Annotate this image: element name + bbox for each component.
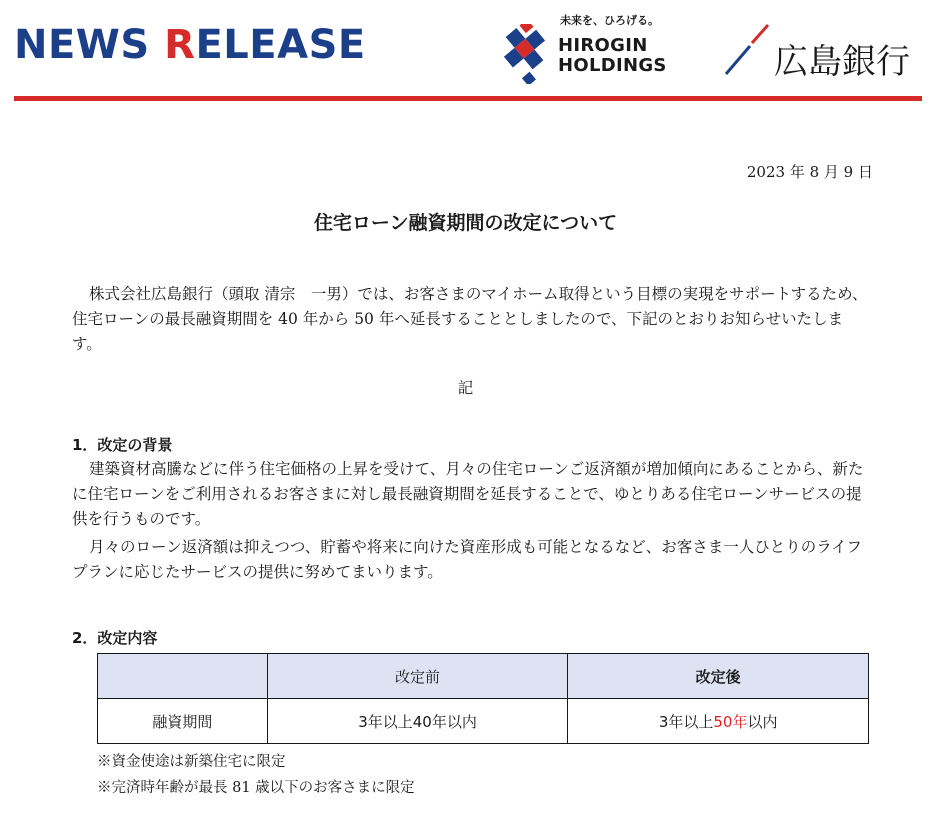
table-row <box>98 699 869 744</box>
after-value-highlight: 50年 <box>713 712 748 731</box>
intro-paragraph: 株式会社広島銀行（頭取 清宗 一男）では、お客さまのマイホーム取得という目標の実現をサポートするため、住宅ローンの最長融資期間を 40 年から 50 年へ延長することとしましたので、下記のとおりお知らせいたします。 <box>72 285 868 353</box>
before-value: 3年以上40年以内 <box>267 699 568 744</box>
section1-paragraph1: 建築資材高騰などに伴う住宅価格の上昇を受けて、月々の住宅ローンご返済額が増加傾向にあることから、新たに住宅ローンをご利用されるお客さまに対し最長融資期間を延長することで、ゆとりある住宅ローンサービスの提供を行うものです。 <box>72 460 864 528</box>
after-value-suffix: 以内 <box>747 712 778 731</box>
hiroshima-bank-logo <box>722 22 927 82</box>
section1-heading: 1．改定の背景 <box>72 436 173 454</box>
hirogin-name <box>558 36 667 76</box>
hirogin-tagline: 未来を、ひろげる。 <box>560 14 659 27</box>
hirogin-mark-icon <box>500 24 558 84</box>
document-title: 住宅ローン融資期間の改定について <box>313 212 618 234</box>
news-release-red-letter: R <box>164 22 196 68</box>
news-release-heading <box>14 22 366 68</box>
after-value <box>568 699 869 744</box>
after-value-prefix: 3年以上 <box>658 712 714 731</box>
note-age-limit: ※完済時年齢が最長 81 歳以下のお客さまに限定 <box>97 780 415 796</box>
hiroshima-slash-mark-icon <box>722 22 772 78</box>
bank-name: 広島銀行 <box>774 42 910 82</box>
ki-marker: 記 <box>457 379 474 397</box>
header-before: 改定前 <box>267 654 568 699</box>
news-release-text-part1: NEWS <box>14 22 165 68</box>
release-date: 2023 年 8 月 9 日 <box>746 163 873 181</box>
note-purpose: ※資金使途は新築住宅に限定 <box>97 754 286 770</box>
hirogin-name-line1: HIROGIN <box>558 35 648 56</box>
hirogin-holdings-logo <box>500 12 675 82</box>
section1-paragraph2: 月々のローン返済額は抑えつつ、貯蓄や将来に向けた資産形成も可能となるなど、お客さま一人ひとりのライフプランに応じたサービスの提供に努めてまいります。 <box>72 538 862 581</box>
header-after: 改定後 <box>568 654 869 699</box>
page-header <box>0 0 931 110</box>
table-header-row <box>98 654 869 699</box>
header-blank-cell <box>98 654 268 699</box>
news-release-text-part2: ELEASE <box>195 22 366 68</box>
row-label-loan-period: 融資期間 <box>98 699 268 744</box>
hirogin-name-line2: HOLDINGS <box>558 55 667 76</box>
section2-heading: 2．改定内容 <box>72 629 158 647</box>
revision-table <box>97 653 869 744</box>
header-red-rule <box>14 96 922 101</box>
